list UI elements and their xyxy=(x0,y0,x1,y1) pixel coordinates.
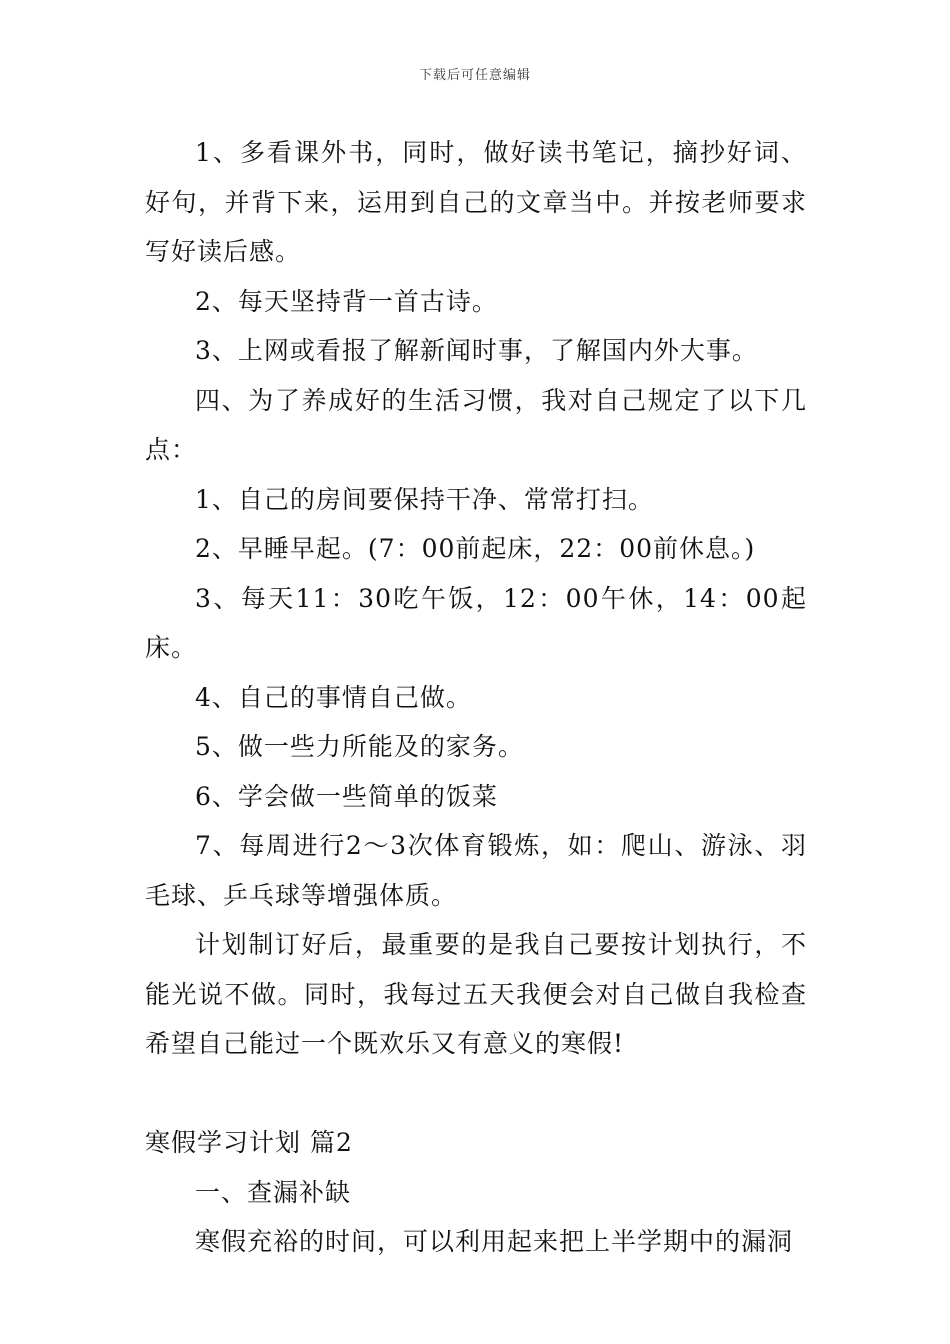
paragraph-cooking: 6、学会做一些简单的饭菜 xyxy=(195,781,498,811)
section-heading: 寒假学习计划 篇2 xyxy=(145,1128,353,1157)
paragraph-schedule: 3、每天11：30吃午饭，12：00午休，14：00起床。 xyxy=(145,583,807,662)
paragraph-self-reliance: 4、自己的事情自己做。 xyxy=(195,682,472,712)
paragraph-chores: 5、做一些力所能及的家务。 xyxy=(195,732,524,761)
paragraph-exercise: 7、每周进行2～3次体育锻炼，如：爬山、游泳、羽毛球、乒乓球等增强体质。 xyxy=(145,831,807,910)
paragraph-news: 3、上网或看报了解新闻时事，了解国内外大事。 xyxy=(195,336,758,365)
paragraph-poem: 2、每天坚持背一首古诗。 xyxy=(195,286,498,316)
paragraph-conclusion: 计划制订好后，最重要的是我自己要按计划执行，不能光说不做。同时，我每过五天我便会对自己做自我检查希望自己能过一个既欢乐又有意义的寒假! xyxy=(145,930,807,1058)
page-header: 下载后可任意编辑 xyxy=(418,68,531,83)
paragraph-section2-first: 寒假充裕的时间，可以利用起来把上半学期中的漏洞 xyxy=(195,1227,794,1256)
paragraph-reading-notes: 1、多看课外书，同时，做好读书笔记，摘抄好词、好句，并背下来，运用到自己的文章当中。并按老师要求写好读后感。 xyxy=(145,138,807,266)
paragraph-room: 1、自己的房间要保持干净、常常打扫。 xyxy=(195,484,654,514)
paragraph-sleep: 2、早睡早起。(7：00前起床，22：00前休息。) xyxy=(195,534,756,563)
document-body xyxy=(145,128,807,1267)
paragraph-habits-intro: 四、为了养成好的生活习惯，我对自己规定了以下几点： xyxy=(145,385,807,464)
section-subheading: 一、查漏补缺 xyxy=(195,1177,352,1207)
